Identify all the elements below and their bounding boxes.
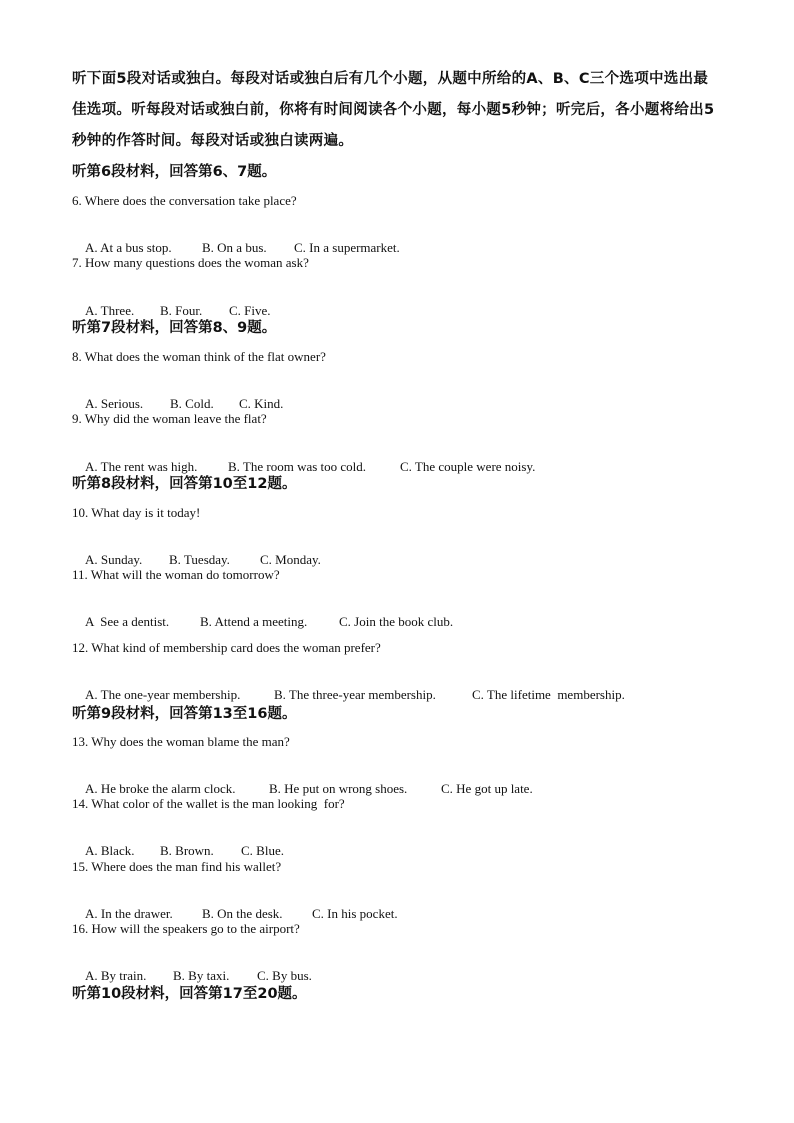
option-b[interactable]: B. Cold. xyxy=(170,396,214,411)
section-heading: 听第7段材料，回答第8、9题。 xyxy=(72,320,277,336)
question-6: 6. Where does the conversation take place? xyxy=(72,193,297,208)
question-10: 10. What day is it today! xyxy=(72,505,201,520)
option-c[interactable]: C. Five. xyxy=(229,303,271,318)
option-a[interactable]: A. Sunday. xyxy=(85,552,143,567)
option-a[interactable]: A. By train. xyxy=(85,968,147,983)
section-heading: 听第9段材料，回答第13至16题。 xyxy=(72,706,297,722)
option-b[interactable]: B. Tuesday. xyxy=(169,552,230,567)
option-b[interactable]: B. On the desk. xyxy=(202,906,283,921)
question-13: 13. Why does the woman blame the man? xyxy=(72,734,290,749)
question-7: 7. How many questions does the woman ask? xyxy=(72,255,309,270)
options-11 xyxy=(72,598,453,646)
listening-instructions: 听下面5段对话或独白。每段对话或独白后有几个小题，从题中所给的A、B、C三个选项中选出最佳选项。听每段对话或独白前，你将有时间阅读各个小题，每小题5秒钟；听完后，各小题将给出5秒钟的作答时间。每段对话或独白读两遍。 xyxy=(72,71,715,149)
option-b[interactable]: B. Brown. xyxy=(160,843,214,858)
option-b[interactable]: B. By taxi. xyxy=(173,968,230,983)
option-a[interactable]: A. Serious. xyxy=(85,396,144,411)
option-c[interactable]: C. Monday. xyxy=(260,552,321,567)
question-12: 12. What kind of membership card does the woman prefer? xyxy=(72,640,381,655)
question-14: 14. What color of the wallet is the man looking for? xyxy=(72,796,345,811)
option-b[interactable]: B. Attend a meeting. xyxy=(200,614,308,629)
option-c[interactable]: C. Join the book club. xyxy=(339,614,454,629)
option-c[interactable]: C. The lifetime membership. xyxy=(472,687,625,702)
option-c[interactable]: C. Kind. xyxy=(239,396,284,411)
section-heading: 听第6段材料，回答第6、7题。 xyxy=(72,164,277,180)
question-16: 16. How will the speakers go to the airport? xyxy=(72,921,300,936)
option-c[interactable]: C. The couple were noisy. xyxy=(400,459,536,474)
option-a[interactable]: A. At a bus stop. xyxy=(85,240,172,255)
option-a[interactable]: A. The one-year membership. xyxy=(85,687,241,702)
question-11: 11. What will the woman do tomorrow? xyxy=(72,567,280,582)
option-c[interactable]: C. By bus. xyxy=(257,968,312,983)
option-b[interactable]: B. He put on wrong shoes. xyxy=(269,781,408,796)
option-c[interactable]: C. In a supermarket. xyxy=(294,240,400,255)
question-8: 8. What does the woman think of the flat owner? xyxy=(72,349,326,364)
option-a[interactable]: A See a dentist. xyxy=(85,614,170,629)
option-a[interactable]: A. Three. xyxy=(85,303,135,318)
option-c[interactable]: C. Blue. xyxy=(241,843,284,858)
option-a[interactable]: A. He broke the alarm clock. xyxy=(85,781,236,796)
option-b[interactable]: B. Four. xyxy=(160,303,203,318)
option-b[interactable]: B. The room was too cold. xyxy=(228,459,367,474)
option-a[interactable]: A. The rent was high. xyxy=(85,459,198,474)
question-15: 15. Where does the man find his wallet? xyxy=(72,859,282,874)
question-9: 9. Why did the woman leave the flat? xyxy=(72,411,267,426)
option-a[interactable]: A. In the drawer. xyxy=(85,906,173,921)
section-heading: 听第8段材料，回答第10至12题。 xyxy=(72,476,297,492)
option-c[interactable]: C. In his pocket. xyxy=(312,906,398,921)
option-c[interactable]: C. He got up late. xyxy=(441,781,533,796)
option-a[interactable]: A. Black. xyxy=(85,843,135,858)
option-b[interactable]: B. On a bus. xyxy=(202,240,267,255)
section-heading: 听第10段材料，回答第17至20题。 xyxy=(72,986,307,1002)
option-b[interactable]: B. The three-year membership. xyxy=(274,687,436,702)
